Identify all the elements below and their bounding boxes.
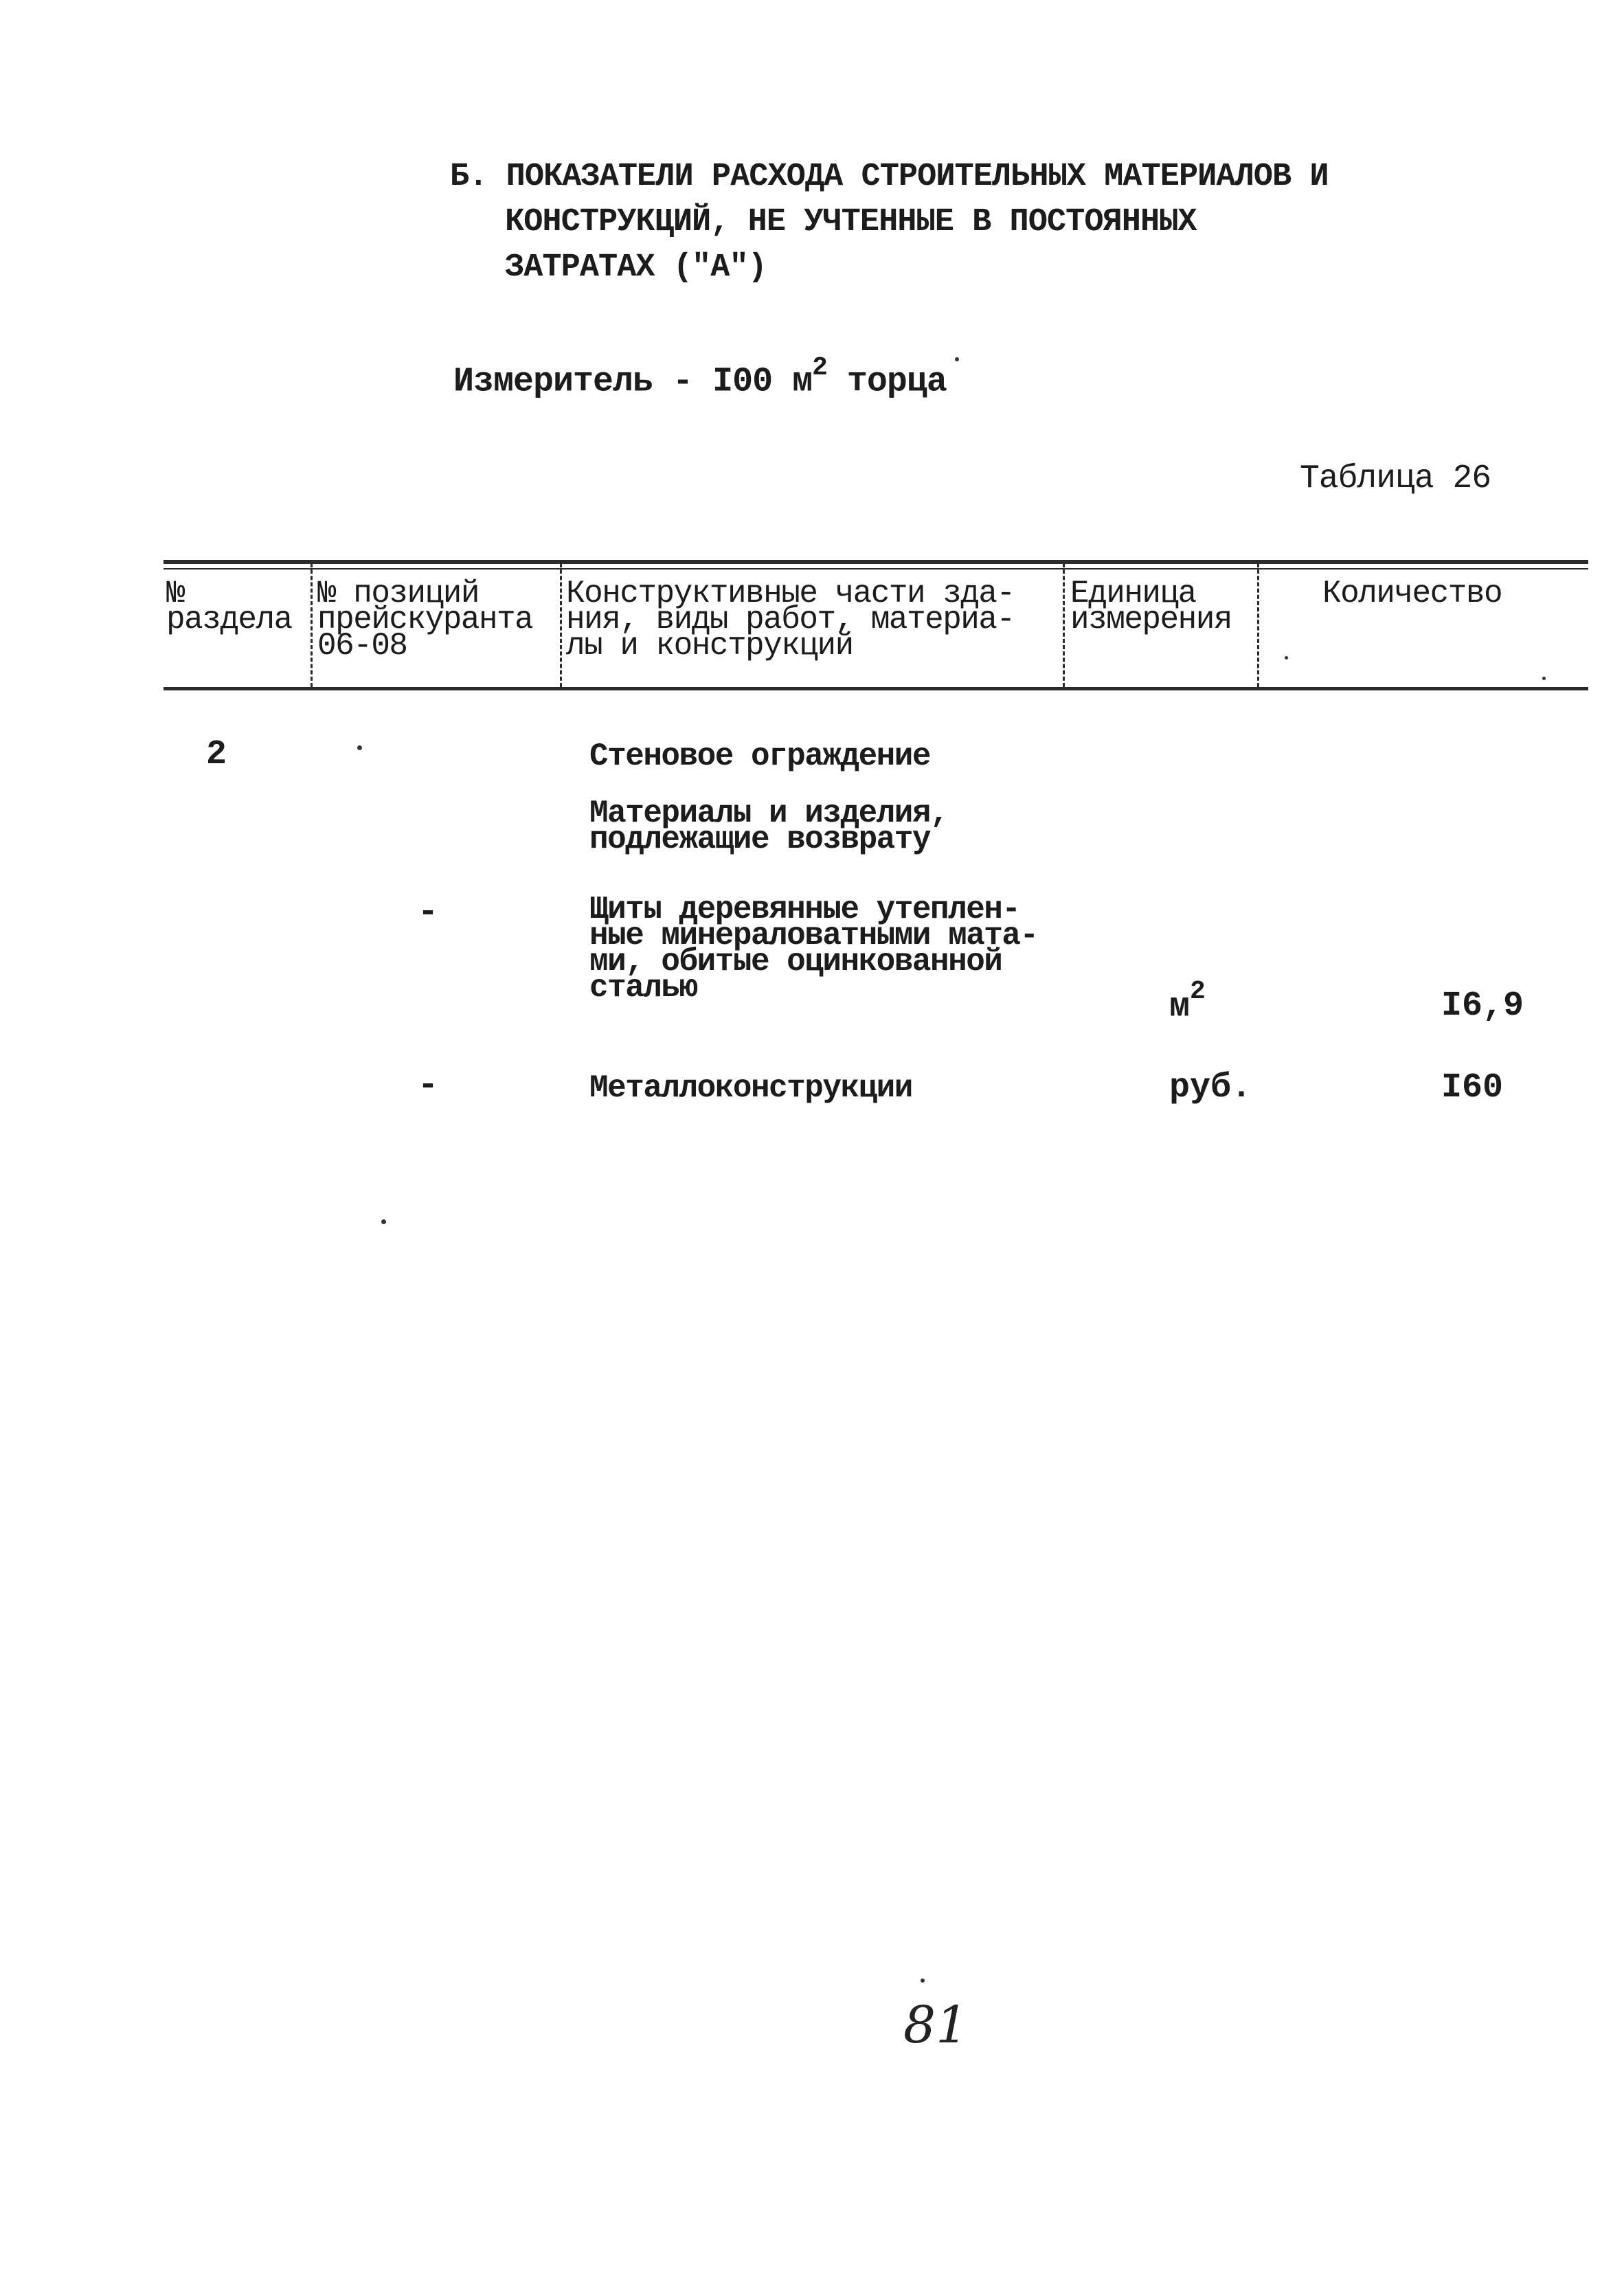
row-unit-text: м: [1169, 987, 1191, 1027]
row-quantity: I60: [1441, 1068, 1504, 1107]
column-divider: [1257, 563, 1259, 687]
row-name: Стеновое ограждение: [589, 738, 930, 774]
row-unit-superscript: 2: [1190, 977, 1206, 1006]
table-header-bottom-rule: [163, 687, 1588, 690]
header-unit: Единица измерения: [1070, 576, 1232, 638]
measurement-unit: [453, 353, 947, 402]
row-name: Металлоконструкции: [589, 1070, 912, 1106]
scan-speck: [1285, 656, 1288, 659]
column-divider: [311, 563, 313, 687]
header-price-list-position: № позиций прейскуранта 06-08: [317, 576, 533, 664]
meter-prefix: Измеритель - I00 м: [453, 362, 813, 402]
row-position: -: [418, 893, 439, 932]
header-construction-parts: Конструктивные части зда- ния, виды работ, материа- лы и конструкций: [566, 576, 1015, 664]
heading-line-3: ЗАТРАТАХ ("А"): [505, 249, 767, 286]
heading-line-2: КОНСТРУКЦИЙ, НЕ УЧТЕННЫЕ В ПОСТОЯННЫХ: [505, 204, 1197, 240]
scan-speck: [381, 1219, 386, 1224]
header-section-number: № раздела: [166, 576, 292, 638]
row-unit: руб.: [1169, 1068, 1252, 1107]
column-divider: [1063, 563, 1065, 687]
meter-suffix: торца: [826, 362, 947, 402]
scan-speck: [921, 1978, 925, 1983]
column-divider: [560, 563, 562, 687]
table-label: Таблица 26: [1300, 460, 1491, 497]
scan-speck: [1542, 677, 1546, 680]
table-top-rule-thin: [163, 568, 1588, 570]
header-quantity: Количество: [1322, 576, 1502, 611]
heading-line-1: Б. ПОКАЗАТЕЛИ РАСХОДА СТРОИТЕЛЬНЫХ МАТЕРИАЛОВ И: [450, 159, 1329, 195]
row-quantity: I6,9: [1441, 986, 1524, 1026]
meter-superscript: 2: [812, 353, 827, 383]
row-position: -: [418, 1066, 439, 1105]
row-name: Щиты деревянные утеплен- ные минераловатными мата- ми, обитые оцинкованной сталью: [589, 892, 1038, 1006]
section-heading: [450, 155, 1329, 291]
scan-speck: [955, 357, 959, 361]
page-number: 81: [903, 1996, 969, 2055]
row-name: Материалы и изделия, подлежащие возврату: [589, 796, 949, 857]
table-top-rule: [163, 560, 1588, 564]
row-section-number: 2: [206, 735, 227, 774]
row-unit: [1169, 977, 1206, 1027]
scan-speck: [357, 745, 362, 750]
